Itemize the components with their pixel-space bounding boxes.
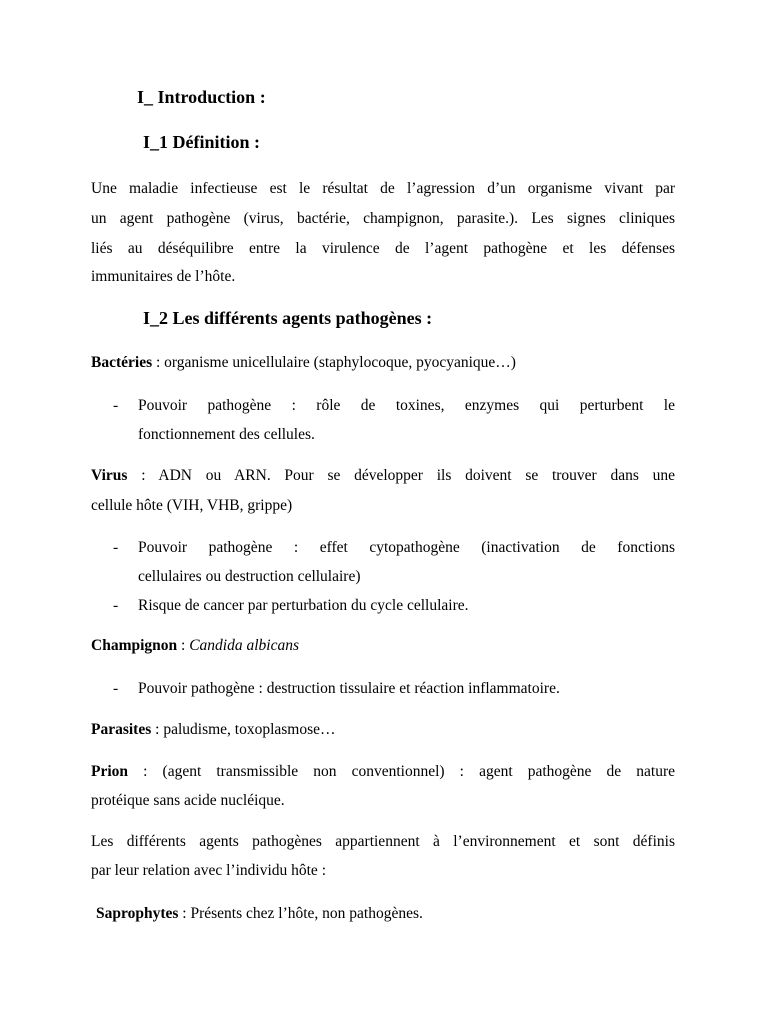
bacteries-line [91,353,675,373]
bacteries-label: Bactéries [91,354,153,371]
prion-line-1: Prion : (agent transmissible non conventionnel) : agent pathogène de nature [91,763,675,780]
environment-line-2: par leur relation avec l’individu hôte : [91,862,326,879]
prion-line-2: protéique sans acide nucléique. [91,792,285,809]
environment-line-1: Les différents agents pathogènes appartiennent à l’environnement et sont définis [91,833,675,850]
heading-agents: I_2 Les différents agents pathogènes : [143,308,433,328]
bullet-dash: - [113,597,119,614]
definition-line-2: un agent pathogène (virus, bactérie, champignon, parasite.). Les signes cliniques [91,210,675,227]
champignon-line: Champignon : Candida albicans [91,637,300,654]
champignon-example: Candida albicans [189,637,300,654]
virus-line-1: Virus : ADN ou ARN. Pour se développer ils doivent se trouver dans une [91,467,675,484]
virus-label: Virus [91,467,128,484]
virus-bullet-1-cont: cellulaires ou destruction cellulaire) [138,568,361,585]
definition-line-4: immunitaires de l’hôte. [91,268,236,285]
bullet-dash: - [113,539,119,556]
bacteries-text: : organisme unicellulaire (staphylocoque, pyocyanique…) [152,354,516,371]
bacteries-bullet-1: - Pouvoir pathogène : rôle de toxines, enzymes qui perturbent le [138,391,675,449]
definition-line-1: Une maladie infectieuse est le résultat de l’agression d’un organisme vivant par [91,180,675,197]
bullet-dash: - [113,397,119,414]
definition-line-3: liés au déséquilibre entre la virulence de l’agent pathogène et les défenses [91,240,675,257]
bacteries-bullet-1-cont: fonctionnement des cellules. [138,426,315,443]
bullet-dash: - [113,680,119,697]
virus-bullet-1: - Pouvoir pathogène : effet cytopathogène (inactivation de fonctions [138,533,675,591]
champignon-bullet-1: - Pouvoir pathogène : destruction tissulaire et réaction inflammatoire. [138,674,675,703]
champignon-label: Champignon [91,637,178,654]
heading-definition: I_1 Définition : [143,132,260,152]
parasites-line: Parasites : paludisme, toxoplasmose… [91,721,336,738]
virus-bullet-2: - Risque de cancer par perturbation du cycle cellulaire. [138,591,675,620]
heading-introduction: I_ Introduction : [137,87,266,107]
prion-label: Prion [91,763,129,780]
virus-line-2: cellule hôte (VIH, VHB, grippe) [91,497,293,514]
parasites-label: Parasites [91,721,152,738]
saprophytes-label: Saprophytes [96,905,179,922]
saprophytes-line: Saprophytes : Présents chez l’hôte, non pathogènes. [96,905,423,922]
